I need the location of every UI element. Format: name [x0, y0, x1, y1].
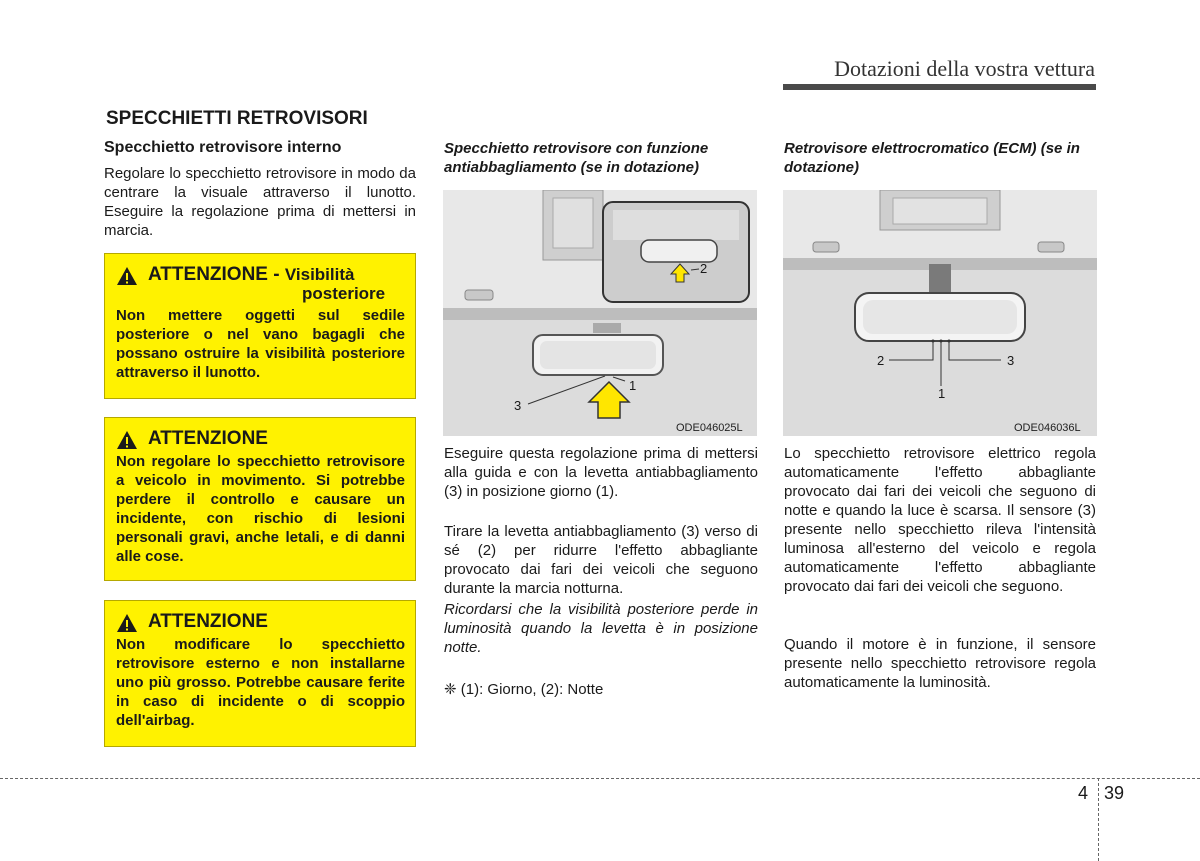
footer-vertical-rule — [1098, 778, 1099, 861]
paragraph-intro: Regolare lo specchietto retrovisore in modo da centrare la visuale attraverso il lunotto. Eseguire la regolazione prima di mettersi in marcia. — [104, 165, 416, 239]
figure-ecm-mirror — [783, 190, 1097, 436]
callout-2: 2 — [700, 261, 708, 276]
warning-box-movement — [104, 417, 416, 581]
paragraph-adjust: Eseguire questa regolazione prima di mettersi alla guida e con la levetta antiabbagliamento (3) in posizione giorno (1). — [444, 445, 758, 500]
warning-subtitle: posteriore — [302, 284, 386, 303]
warning-body: Non modificare lo specchietto retrovisore esterno e non installarne uno più grosso. Potrebbe causare ferite in caso di incidente o di scoppio dell'airbag. — [116, 636, 405, 729]
figure-code: ODE046036L — [1014, 422, 1081, 434]
warning-heading — [116, 264, 405, 304]
header-rule — [783, 84, 1096, 90]
subhead-interior-mirror: Specchietto retrovisore interno — [104, 139, 342, 156]
warning-triangle-icon — [116, 266, 138, 286]
paragraph-pull-lever: Tirare la levetta antiabbagliamento (3) verso di sé (2) per ridurre l'effetto abbagliante provocato dai fari dei veicoli che seguono durante la marcia notturna. — [444, 523, 758, 597]
anti-glare-mirror-illustration — [443, 190, 757, 436]
callout-2: 2 — [877, 353, 885, 368]
warning-heading — [116, 428, 405, 450]
figure-code: ODE046025L — [676, 422, 743, 434]
warning-box-exterior-mirror — [104, 600, 416, 747]
warning-heading — [116, 611, 405, 633]
page-number: 39 — [1104, 783, 1125, 803]
section-title: SPECCHIETTI RETROVISORI — [106, 108, 368, 129]
warning-title-suffix: Visibilità — [284, 265, 355, 284]
heading-anti-glare-mirror: Specchietto retrovisore con funzione antiabbagliamento (se in dotazione) — [444, 140, 709, 176]
chapter-number: 4 — [1078, 783, 1089, 803]
callout-3: 3 — [514, 398, 522, 413]
paragraph-ecm-description: Lo specchietto retrovisore elettrico regola automaticamente l'effetto abbagliante provocato dai fari dei veicoli che seguono di notte e quando la luce è scarsa. Il sensore (3) presente nello specchietto rileva l'intensità luminosa all'esterno del veicolo e regola automaticamente l'effetto abbagliante provocato dai fari dei veicoli che seguono. — [784, 445, 1096, 595]
warning-triangle-icon — [116, 430, 138, 450]
warning-body: Non mettere oggetti sul sedile posteriore o nel vano bagagli che possano ostruire la visibilità posteriore attraverso il lunotto. — [116, 307, 405, 381]
note-day-night: ❈ (1): Giorno, (2): Notte — [444, 681, 604, 698]
warning-title: ATTENZIONE — [148, 611, 268, 632]
callout-1: 1 — [938, 386, 946, 401]
warning-title: ATTENZIONE — [148, 428, 268, 449]
warning-triangle-icon — [116, 613, 138, 633]
warning-title: ATTENZIONE - — [148, 264, 285, 285]
callout-3: 3 — [1007, 353, 1015, 368]
heading-ecm-mirror: Retrovisore elettrocromatico (ECM) (se in dotazione) — [784, 140, 1080, 176]
figure-anti-glare-mirror — [443, 190, 757, 436]
header-title: Dotazioni della vostra vettura — [834, 56, 1095, 81]
paragraph-ecm-engine: Quando il motore è in funzione, il sensore presente nello specchietto retrovisore regola automaticamente la luminosità. — [784, 636, 1096, 691]
warning-box-visibility — [104, 253, 416, 399]
callout-1: 1 — [629, 378, 637, 393]
footer-dashed-rule — [0, 778, 1200, 779]
warning-body: Non regolare lo specchietto retrovisore a veicolo in movimento. Si potrebbe perdere il controllo e causare un incidente, con rischio di lesioni personali gravi, anche letali, e di danni alle cose. — [116, 453, 405, 565]
paragraph-reminder: Ricordarsi che la visibilità posteriore perde in luminosità quando la levetta è in posizione notte. — [444, 601, 758, 656]
